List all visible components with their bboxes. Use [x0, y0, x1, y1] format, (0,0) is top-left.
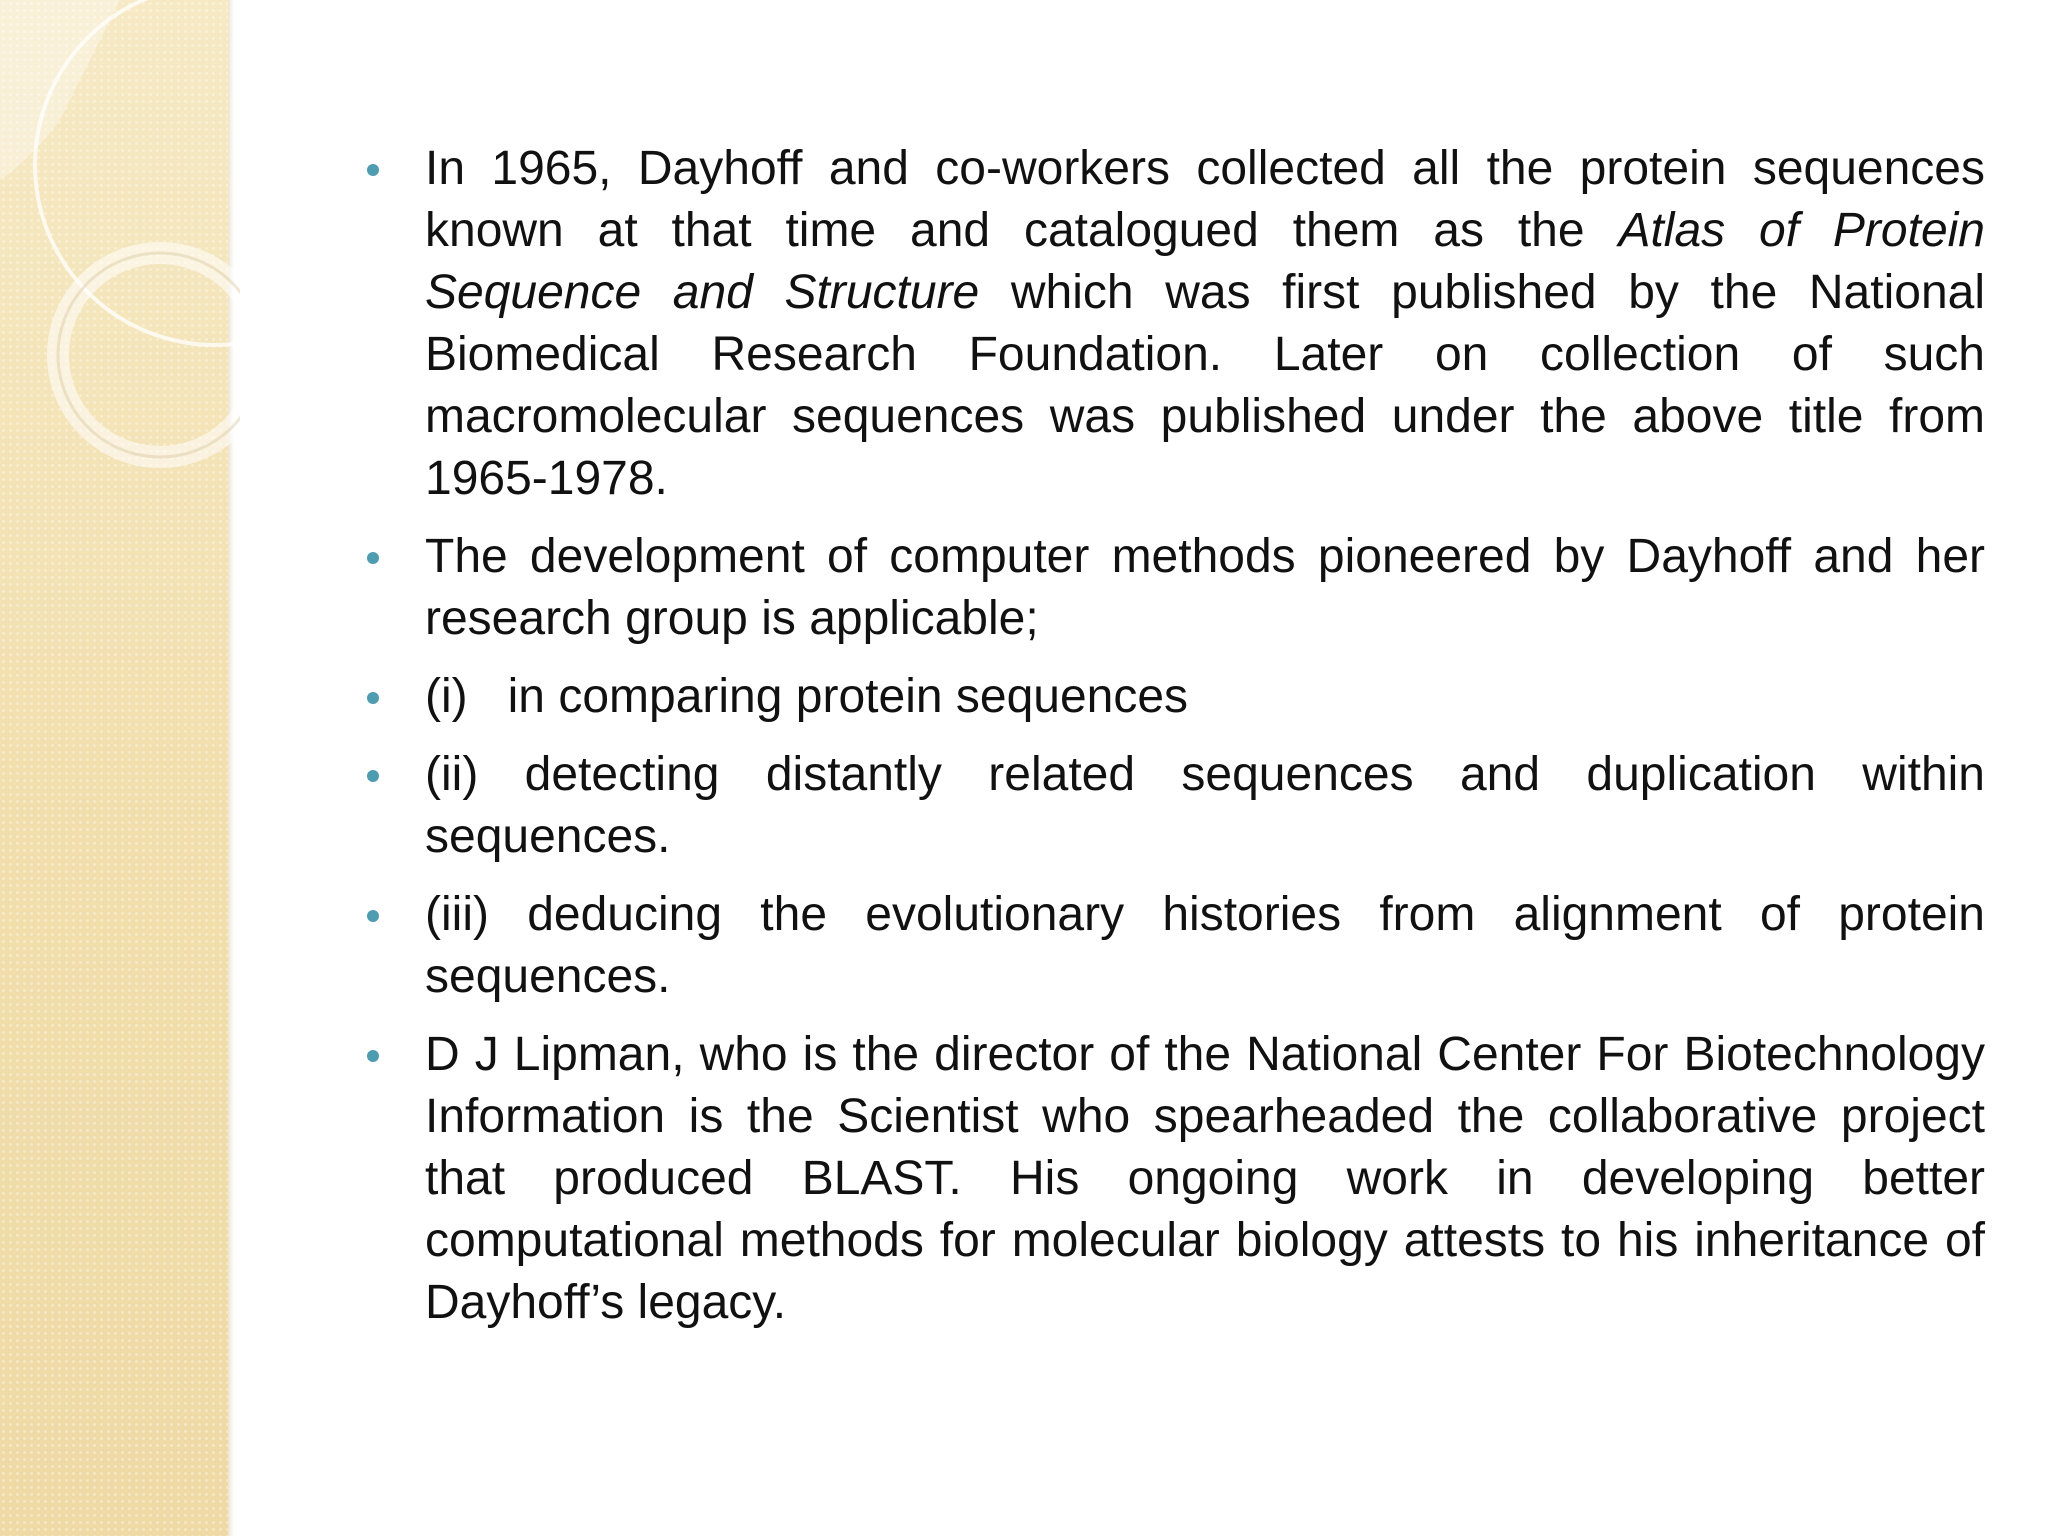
bullet-text: (iii) deducing the evolutionary histories from alignment of protein sequences. — [425, 888, 1985, 1003]
list-item — [355, 884, 1985, 1008]
decorative-rings-graphic — [0, 0, 240, 520]
bullet-text: D J Lipman, who is the director of the National Center For Biotechnology Information is the Scientist who spearheaded the collaborative project that produced BLAST. His ongoing work in developing better computational methods for molecular biology attests to his inheritance of Dayhoff’s legacy. — [425, 1028, 1985, 1329]
list-item — [355, 526, 1985, 650]
bullet-icon — [367, 164, 379, 176]
bullet-text: (ii) detecting distantly related sequences and duplication within sequences. — [425, 748, 1985, 863]
bullet-text: The development of computer methods pioneered by Dayhoff and her research group is applicable; — [425, 530, 1985, 645]
bullet-icon — [367, 692, 379, 704]
list-item — [355, 1024, 1985, 1334]
bullet-text-part: which was first published by the National Biomedical Research Foundation. Later on collection of such macromolecular sequences was published under the above title from 1965-1978. — [425, 266, 1985, 505]
bullet-icon — [367, 552, 379, 564]
slide-body — [355, 138, 1985, 1350]
atlas-title: Atlas of Protein Sequence and Structure — [425, 204, 1986, 319]
bullet-list — [355, 138, 1985, 1334]
list-item — [355, 138, 1985, 510]
list-item — [355, 744, 1985, 868]
bullet-icon — [367, 770, 379, 782]
bullet-icon — [367, 910, 379, 922]
bullet-icon — [367, 1050, 379, 1062]
bullet-text — [425, 138, 1985, 510]
list-item — [355, 666, 1985, 728]
bullet-text: (i) in comparing protein sequences — [425, 670, 1189, 723]
bullet-text-part: In 1965, Dayhoff and co-workers collected all the protein sequences known at that time and catalogued them as the — [425, 142, 1985, 257]
